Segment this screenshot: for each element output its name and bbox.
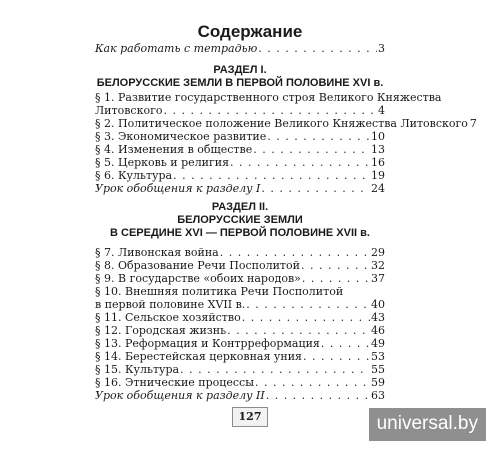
dot-leader [163, 104, 377, 117]
toc-entry-label: Как работать с тетрадью [95, 42, 258, 55]
toc-entry-page: 19 [371, 169, 385, 182]
toc-entry-page: 24 [371, 182, 385, 195]
toc-entry-label: Урок обобщения к разделу II [95, 389, 265, 402]
dot-leader [220, 246, 370, 259]
toc-entry-page: 10 [371, 130, 385, 143]
dot-leader [266, 389, 370, 402]
toc-entry-label: Урок обобщения к разделу I [95, 182, 261, 195]
dot-leader [242, 311, 370, 324]
toc-entry-page: 43 [371, 311, 385, 324]
toc-entry-label: § 13. Реформация и Контрреформация [95, 337, 320, 350]
toc-entry [95, 156, 385, 169]
toc-entry-page: 59 [371, 376, 385, 389]
section-title: БЕЛОРУССКИЕ ЗЕМЛИ [177, 214, 303, 226]
toc-entry-page: 40 [371, 298, 385, 311]
toc-entry-page: 3 [378, 42, 385, 55]
toc-entry [95, 363, 385, 376]
dot-leader [173, 169, 370, 182]
page-number: 127 [232, 407, 268, 427]
toc-entry [95, 376, 385, 389]
section-number: РАЗДЕЛ I. [213, 64, 267, 76]
toc-entry [95, 259, 385, 272]
toc-entry-page: 7 [469, 117, 477, 130]
dot-leader [253, 143, 370, 156]
dot-leader [261, 182, 370, 195]
toc-entry-label: § 8. Образование Речи Посполитой [95, 259, 300, 272]
toc-entry-page: 46 [371, 324, 385, 337]
dot-leader [255, 376, 370, 389]
section-title: БЕЛОРУССКИЕ ЗЕМЛИ В ПЕРВОЙ ПОЛОВИНЕ XVI в. [96, 77, 384, 89]
toc-entry [95, 143, 385, 156]
toc-entry-summary [95, 389, 385, 402]
dot-leader [302, 272, 370, 285]
toc-entry [95, 246, 385, 259]
toc-entry [95, 169, 385, 182]
toc-entry-label: § 4. Изменения в обществе [95, 143, 253, 156]
toc-entry [95, 324, 385, 337]
dot-leader [180, 363, 370, 376]
toc-entry-label: § 7. Ливонская война [95, 246, 219, 259]
toc-entry-label: § 9. В государстве «обоих народов» [95, 272, 301, 285]
toc-entry [95, 311, 385, 324]
toc-entry-label-line1: § 10. Внешняя политика Речи Посполитой [95, 285, 344, 298]
toc-entry-page: 4 [378, 104, 385, 117]
toc-entry-page: 13 [371, 143, 385, 156]
toc-entry-page: 32 [371, 259, 385, 272]
toc-entry-label: § 11. Сельское хозяйство [95, 311, 241, 324]
page-title: Содержание [197, 22, 303, 41]
toc-entry-label: § 14. Берестейская церковная уния [95, 350, 302, 363]
toc-entry-page: 63 [371, 389, 385, 402]
toc-entry-page: 55 [371, 363, 385, 376]
section-title: В СЕРЕДИНЕ XVI — ПЕРВОЙ ПОЛОВИНЕ XVII в. [110, 227, 370, 239]
section-heading-1 [95, 64, 385, 90]
toc-entry-label: § 15. Культура [95, 363, 180, 376]
toc-entry-label: § 2. Политическое положение Великого Княжества Литовского [95, 117, 468, 130]
toc-entry-label: § 16. Этнические процессы [95, 376, 254, 389]
section-heading-2 [95, 201, 385, 240]
dot-leader [267, 130, 370, 143]
toc-entry [95, 117, 477, 130]
toc-entry [95, 337, 385, 350]
toc-entry [95, 350, 385, 363]
dot-leader [227, 324, 370, 337]
toc-entry-label: Литовского [95, 104, 163, 117]
dot-leader [230, 156, 370, 169]
toc-entry [95, 104, 385, 117]
toc-entry-label: § 3. Экономическое развитие [95, 130, 267, 143]
toc-entry-label: § 6. Культура [95, 169, 173, 182]
toc-entry-page: 37 [371, 272, 385, 285]
dot-leader [301, 259, 370, 272]
toc-entry-label: § 12. Городская жизнь [95, 324, 227, 337]
toc-entry-page: 29 [371, 246, 385, 259]
toc-entry [95, 298, 385, 311]
toc-entry-intro [95, 42, 385, 55]
table-of-contents [95, 42, 477, 402]
dot-leader [246, 298, 370, 311]
dot-leader [321, 337, 370, 350]
toc-entry-label: в первой половине XVII в. [95, 298, 246, 311]
dot-leader [303, 350, 370, 363]
toc-entry [95, 272, 385, 285]
dot-leader [258, 42, 377, 55]
toc-entry-page: 16 [371, 156, 385, 169]
toc-entry-summary [95, 182, 385, 195]
watermark: universal.by [369, 408, 486, 441]
toc-entry [95, 130, 385, 143]
toc-entry-label: § 5. Церковь и религия [95, 156, 230, 169]
toc-entry-page: 49 [371, 337, 385, 350]
toc-entry-label-line1: § 1. Развитие государственного строя Великого Княжества [95, 91, 442, 104]
section-number: РАЗДЕЛ II. [211, 201, 269, 213]
toc-entry-page: 53 [371, 350, 385, 363]
